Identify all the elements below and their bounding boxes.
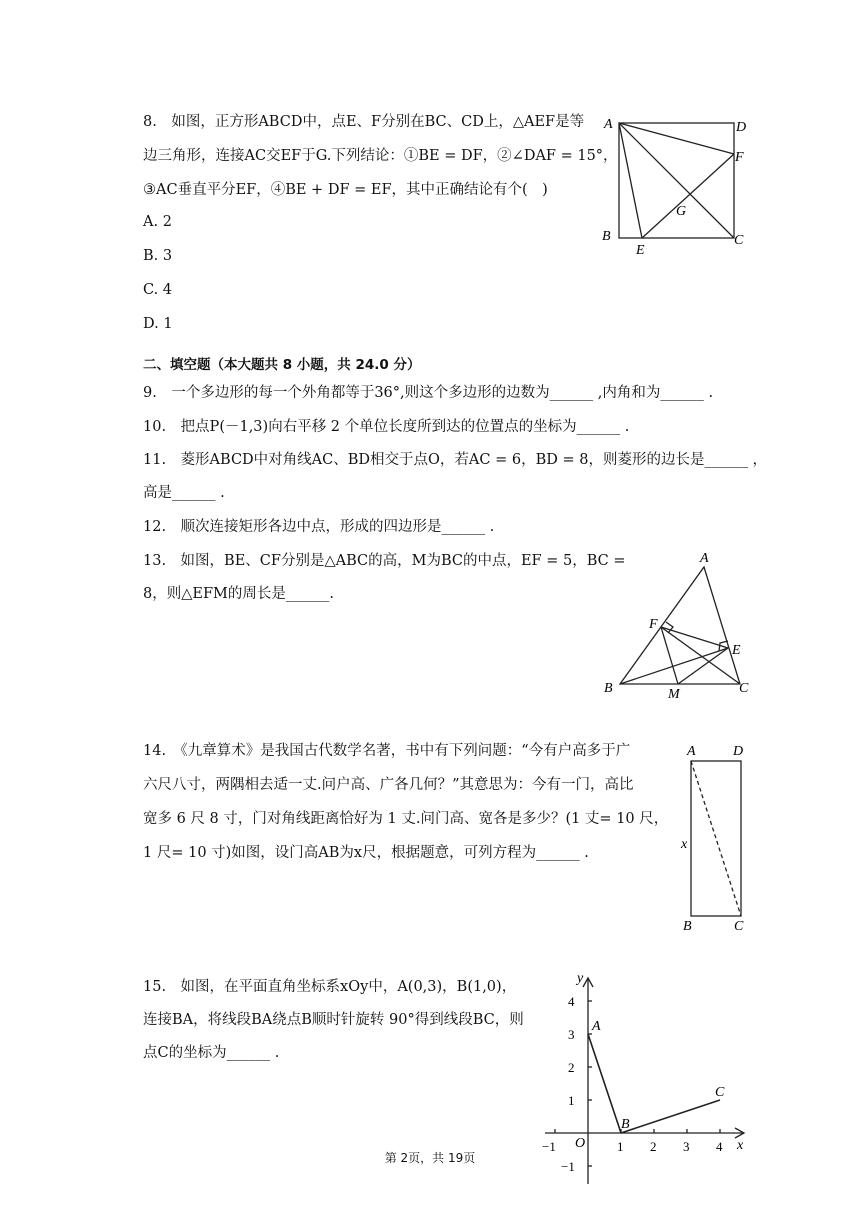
q14-line3: 宽多 6 尺 8 寸，门对角线距离恰好为 1 丈.问门高、宽各是多少？(1 丈= 10 尺， xyxy=(143,811,669,827)
q15-ytick-1: 1 xyxy=(568,1093,575,1108)
q13-label-m: M xyxy=(668,687,680,702)
q8-line3: ③AC垂直平分EF，④BE + DF = EF，其中正确结论有个( ) xyxy=(143,182,548,198)
q15-label-a: A xyxy=(592,1019,601,1034)
q15-xtick-3: 3 xyxy=(683,1139,690,1154)
q8-label-f: F xyxy=(735,150,744,165)
q15-label-b: B xyxy=(621,1117,630,1132)
q15-line1: 15. 如图，在平面直角坐标系xOy中，A(0,3)，B(1,0)， xyxy=(143,979,517,995)
q14-figure-door xyxy=(676,740,756,935)
q15-line3: 点C的坐标为______ . xyxy=(143,1045,280,1061)
q14-label-c: C xyxy=(734,919,744,934)
q11-line2: 高是______ . xyxy=(143,485,225,501)
q13-line1: 13. 如图，BE、CF分别是△ABC的高，M为BC的中点，EF = 5，BC = xyxy=(143,553,626,569)
q8-option-c: C. 4 xyxy=(143,282,173,298)
q15-xtick-neg1: −1 xyxy=(542,1139,556,1154)
q13-label-e: E xyxy=(732,643,741,658)
q13-figure-triangle xyxy=(598,545,758,705)
q8-option-b: B. 3 xyxy=(143,248,173,264)
q11-line1: 11. 菱形ABCD中对角线AC、BD相交于点O，若AC = 6，BD = 8，则菱形的边长是______ ， xyxy=(143,452,768,468)
q13-label-a: A xyxy=(700,551,709,566)
q14-label-b: B xyxy=(683,919,692,934)
q14-line1: 14. 《九章算术》是我国古代数学名著，书中有下列问题：“今有户高多于广 xyxy=(143,743,631,759)
q8-line1: 8. 如图，正方形ABCD中，点E、F分别在BC、CD上，△AEF是等 xyxy=(143,114,585,130)
q13-label-b: B xyxy=(604,681,613,696)
q14-label-d: D xyxy=(733,744,744,759)
q8-option-d: D. 1 xyxy=(143,316,173,332)
q15-ytick-2: 2 xyxy=(568,1060,575,1075)
q15-label-o: O xyxy=(575,1136,586,1151)
q14-line4: 1 尺= 10 寸)如图，设门高AB为x尺，根据题意，可列方程为______ . xyxy=(143,845,589,861)
page-footer: 第 2页，共 19页 xyxy=(384,1151,476,1165)
q15-xtick-1: 1 xyxy=(617,1139,624,1154)
q10-text: 10. 把点P(－1,3)向右平移 2 个单位长度所到达的位置点的坐标为______ . xyxy=(143,419,630,435)
q15-label-y: y xyxy=(577,971,584,986)
q15-ytick-neg1: −1 xyxy=(561,1159,575,1174)
q9-text: 9. 一个多边形的每一个外角都等于36°,则这个多边形的边数为______ ,内角和为______ . xyxy=(143,385,714,401)
q8-figure-square xyxy=(598,110,758,260)
q8-line2: 边三角形，连接AC交EF于G.下列结论：①BE = DF，②∠DAF = 15°， xyxy=(143,148,618,164)
q15-ytick-4: 4 xyxy=(568,994,575,1009)
q15-label-x: x xyxy=(737,1138,744,1153)
q13-label-f: F xyxy=(649,617,658,632)
q14-label-x: x xyxy=(681,837,688,852)
q15-xtick-4: 4 xyxy=(716,1139,723,1154)
q15-label-c: C xyxy=(715,1085,725,1100)
section-title-fill-in: 二、填空题（本大题共 8 小题，共 24.0 分） xyxy=(143,357,421,373)
q15-xtick-2: 2 xyxy=(650,1139,657,1154)
q8-label-d: D xyxy=(736,120,747,135)
q8-label-a: A xyxy=(604,117,613,132)
q13-label-c: C xyxy=(739,681,749,696)
q13-line2: 8，则△EFM的周长是______. xyxy=(143,586,334,602)
q8-label-e: E xyxy=(636,243,645,258)
q14-label-a: A xyxy=(687,744,696,759)
q15-ytick-3: 3 xyxy=(568,1027,575,1042)
q12-text: 12. 顺次连接矩形各边中点，形成的四边形是______ . xyxy=(143,519,495,535)
q15-line2: 连接BA，将线段BA绕点B顺时针旋转 90°得到线段BC，则 xyxy=(143,1012,524,1028)
q14-line2: 六尺八寸，两隅相去适一丈.问户高、广各几何？”其意思为：今有一门，高比 xyxy=(143,777,634,793)
q8-label-b: B xyxy=(602,229,611,244)
q8-label-g: G xyxy=(676,204,687,219)
q8-label-c: C xyxy=(734,233,744,248)
q8-option-a: A. 2 xyxy=(143,214,172,230)
